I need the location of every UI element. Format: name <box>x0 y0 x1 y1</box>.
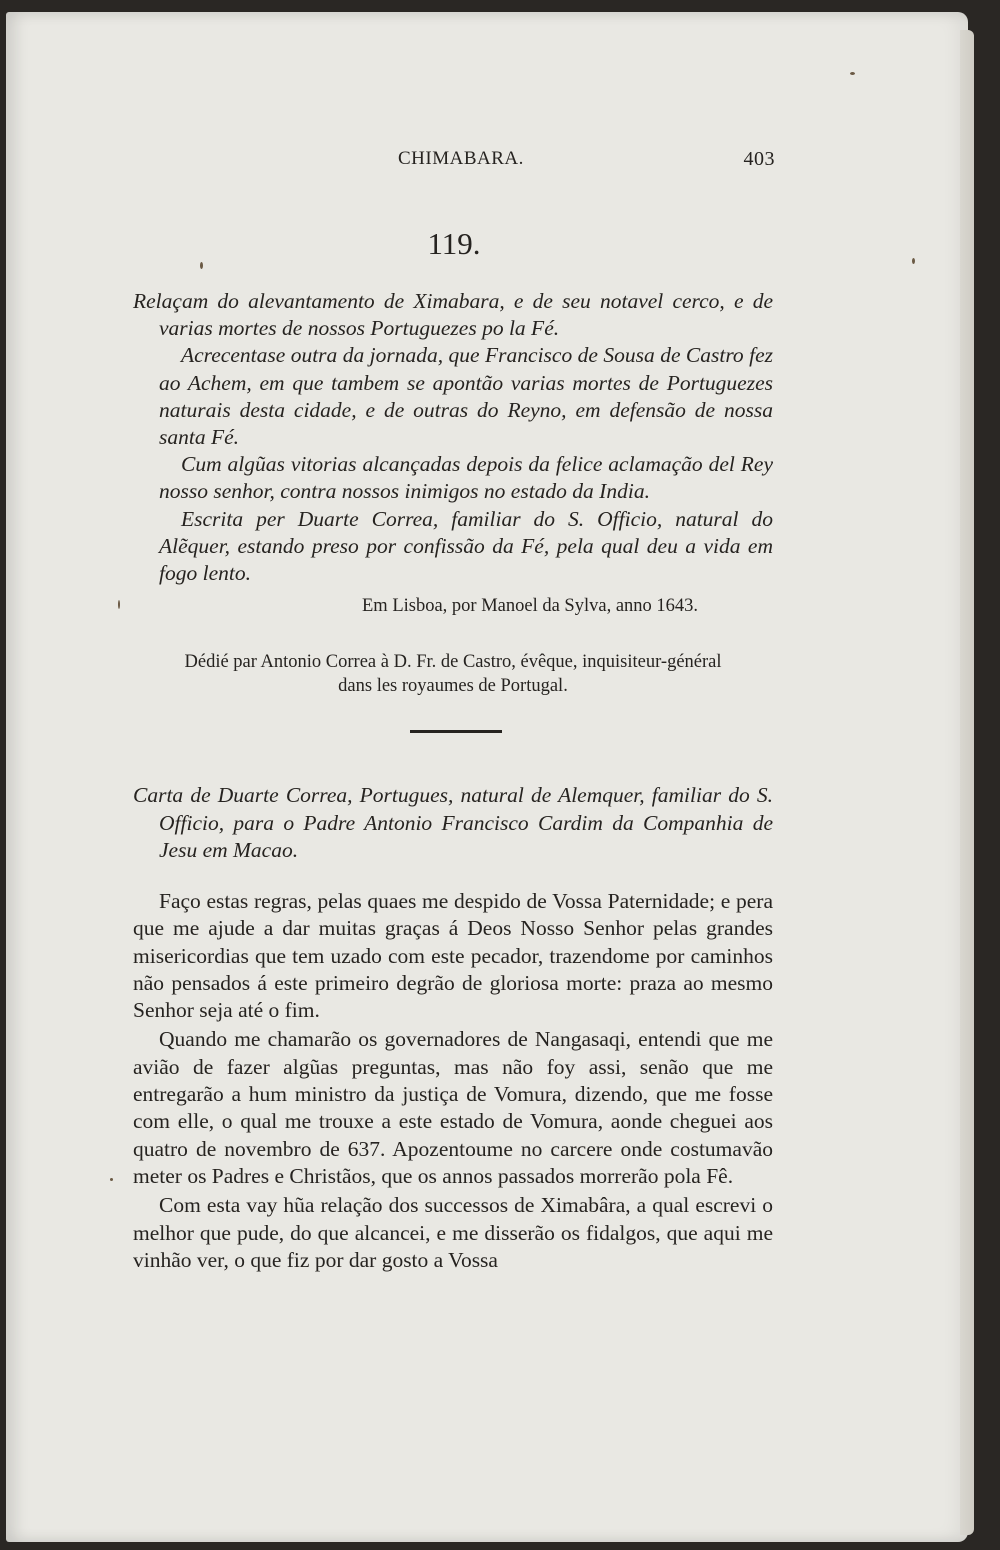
letter-title: Carta de Duarte Correa, Portugues, natural de Alemquer, familiar do S. Officio, para o Padre Antonio Francisco Cardim da Companhia de Jesu em Macao. <box>133 783 773 862</box>
section-divider <box>410 730 502 733</box>
document-header-block <box>133 288 773 587</box>
document-number: 119. <box>427 226 481 261</box>
letter-paragraph: Faço estas regras, pelas quaes me despido de Vossa Paternidade; e pera que me ajude a dar muitas graças á Deos Nosso Senhor pelas grandes misericordias que tem uzado com este pecador, trazendome por caminhos não pensados á este primeiro degrão de gloriosa morte: praza ao mesmo Senhor seja até o fim. <box>133 889 773 1023</box>
paper-speck <box>118 600 120 609</box>
dedication-note <box>133 650 773 698</box>
paper-speck <box>912 258 915 264</box>
header-paragraph: Acrecentase outra da jornada, que Francisco de Sousa de Castro fez ao Achem, em que tambem se apontão varias mortes de Portuguezes naturais desta cidade, e de outras do Reyno, em defensão de nossa santa Fé. <box>159 343 773 450</box>
dedication-line: Dédié par Antonio Correa à D. Fr. de Castro, évêque, inquisiteur-général <box>184 652 722 672</box>
letter-heading <box>133 782 773 865</box>
document-title: Relaçam do alevantamento de Ximabara, e de seu notavel cerco, e de varias mortes de nossos Portuguezes po la Fé. <box>133 289 773 341</box>
paper-speck <box>850 72 855 75</box>
letter-paragraph: Com esta vay hũa relação dos successos de Ximabâra, a qual escrevi o melhor que pude, do que alcancei, e me disserão os fidalgos, que aqui me vinhão ver, o que fiz por dar gosto a Vossa <box>133 1193 773 1272</box>
imprint-line: Em Lisboa, por Manoel da Sylva, anno 1643. <box>362 596 699 616</box>
dedication-line: dans les royaumes de Portugal. <box>338 676 568 696</box>
page-edge <box>960 30 974 1535</box>
paper-speck <box>110 1178 113 1181</box>
paper-speck <box>200 262 203 269</box>
page-number: 403 <box>743 148 775 170</box>
letter-paragraph: Quando me chamarão os governadores de Nangasaqi, entendi que me avião de fazer algũas preguntas, mas não foy assi, senão que me entregarão a hum ministro da justiça de Vomura, dizendo, que me fosse com elle, o qual me trouxe a este estado de Vomura, aonde cheguei aos quatro de novembro de 637. Apozentoume no carcere onde costumavão meter os Padres e Christãos, que os annos passados morrerão pola Fê. <box>133 1027 773 1188</box>
header-paragraph: Cum algũas vitorias alcançadas depois da felice aclamação del Rey nosso senhor, contra nossos inimigos no estado da India. <box>159 452 773 504</box>
letter-body <box>133 888 773 1276</box>
running-head-title: CHIMABARA. <box>398 148 524 169</box>
header-paragraph: Escrita per Duarte Correa, familiar do S. Officio, natural do Alẽquer, estando preso por confissão da Fé, pela qual deu a vida em fogo lento. <box>159 506 773 586</box>
